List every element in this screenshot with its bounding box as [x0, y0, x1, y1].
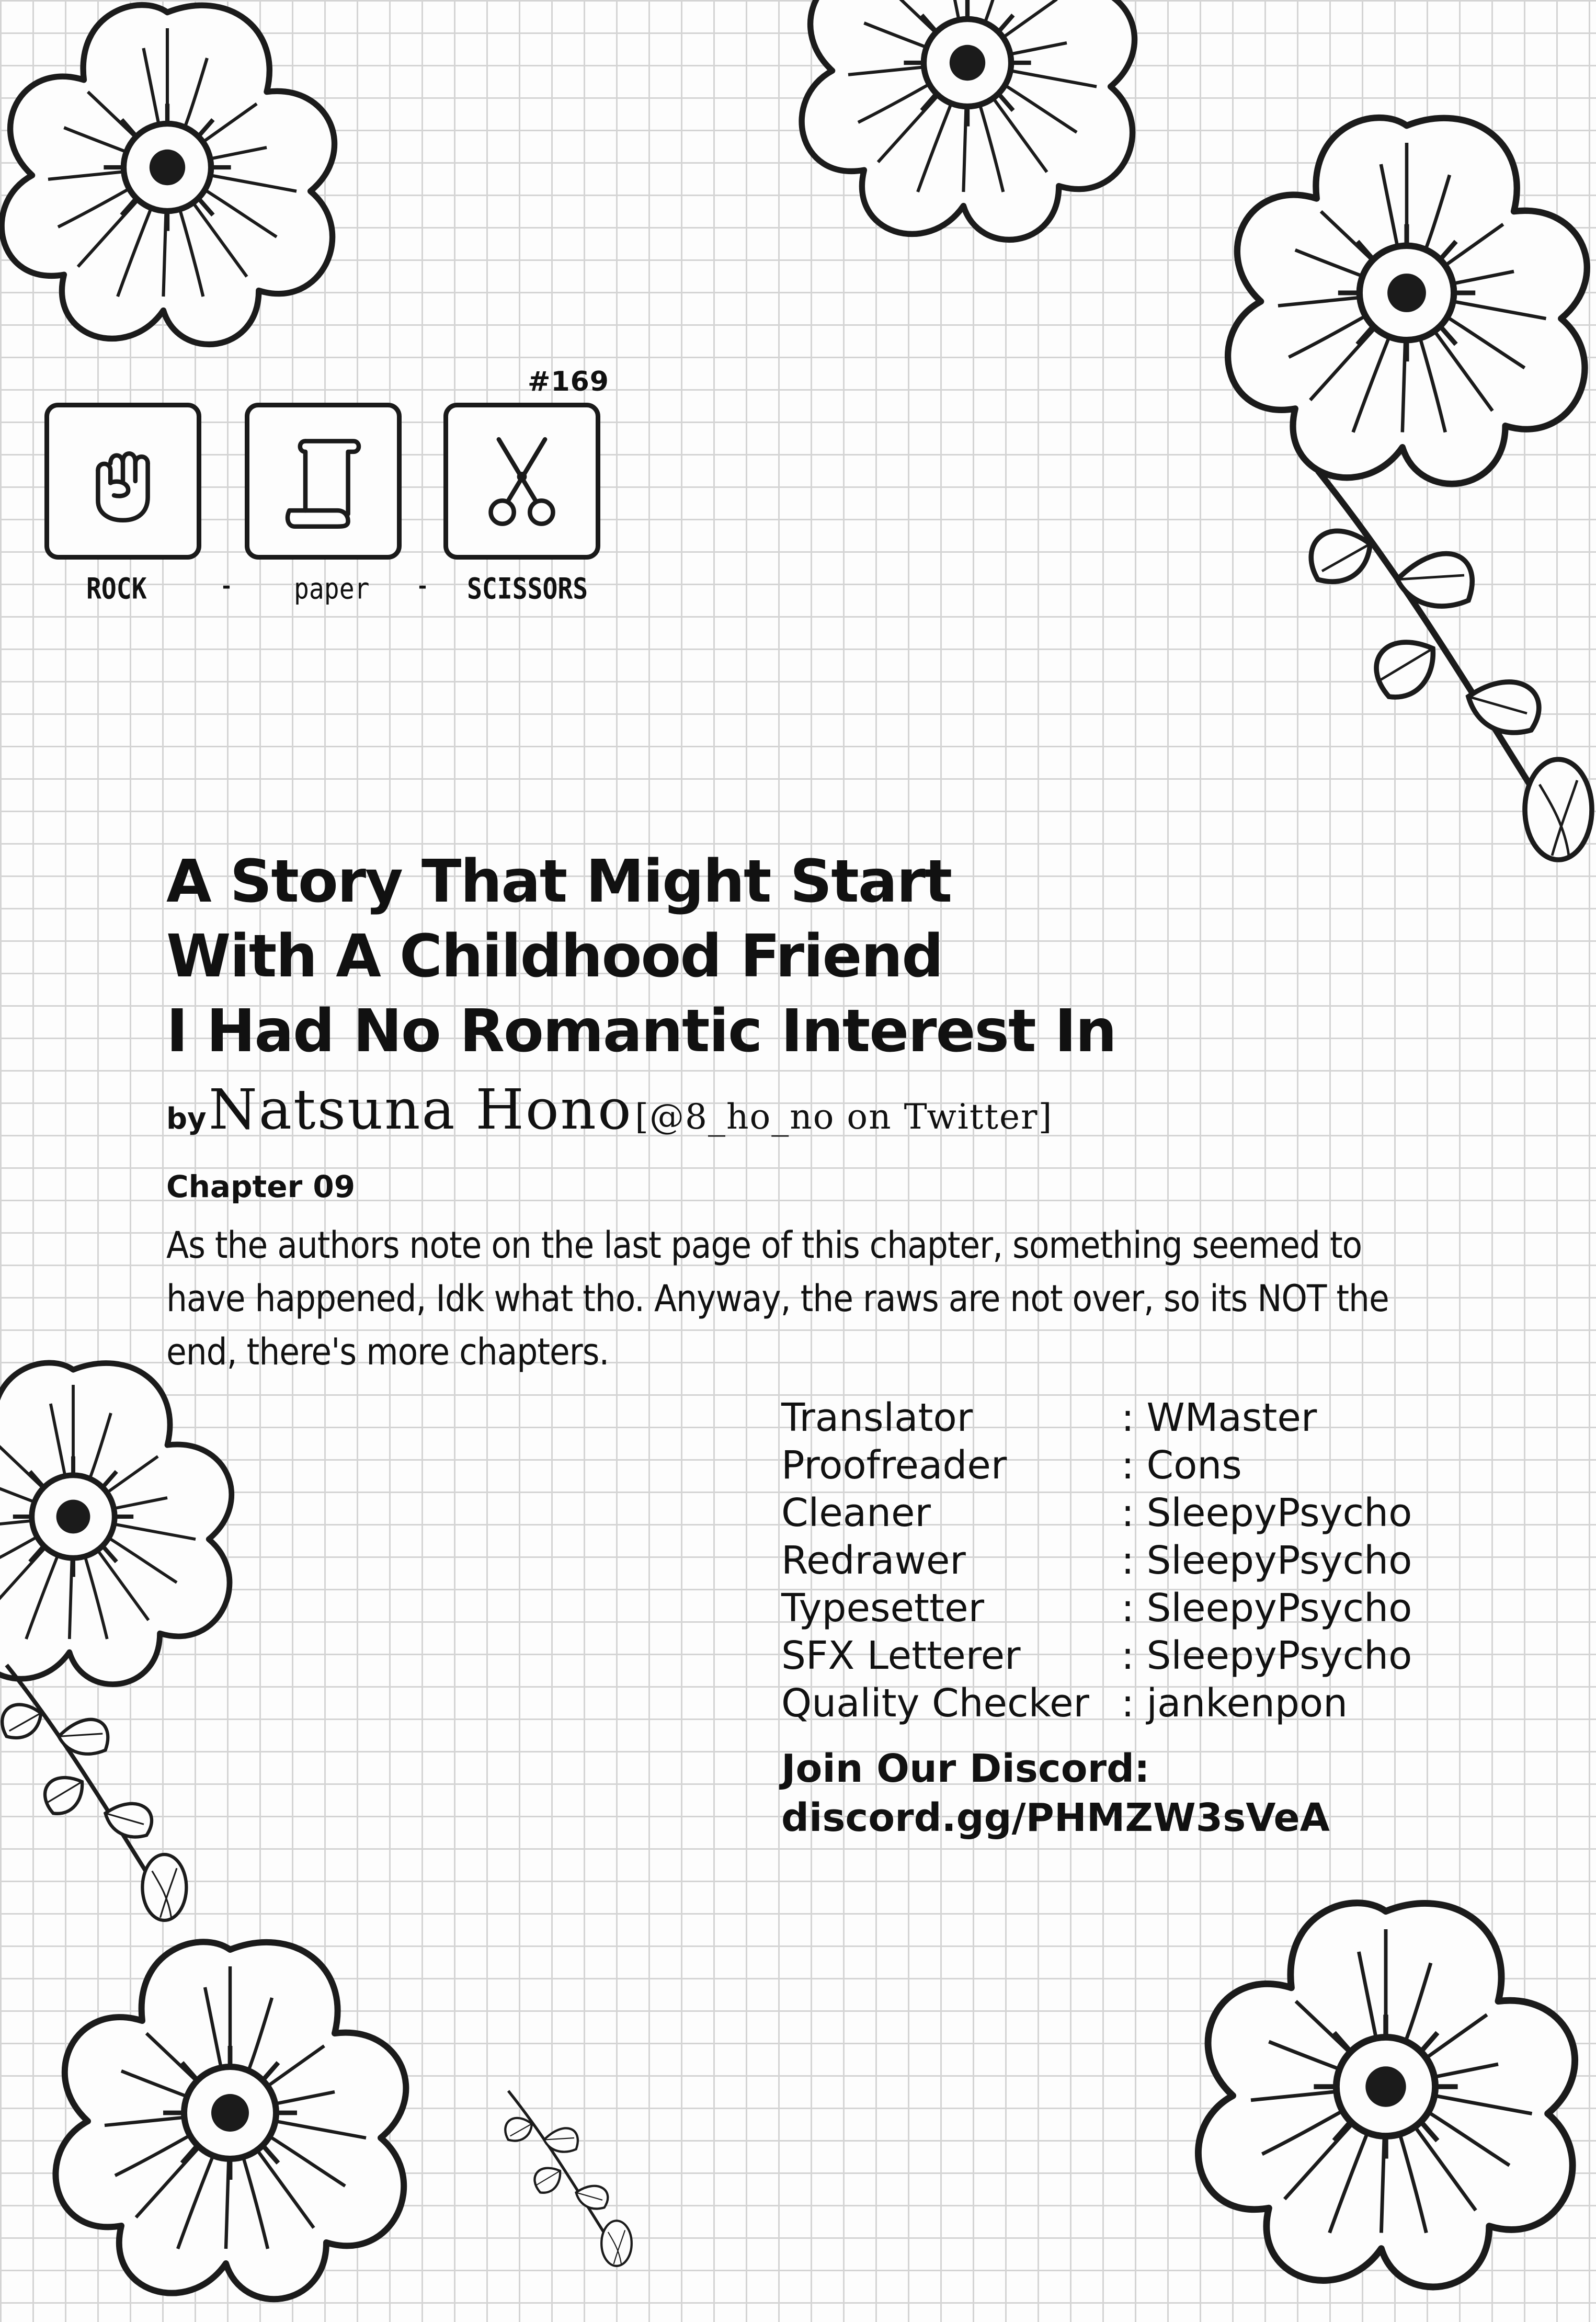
credit-role: SFX Letterer — [781, 1633, 1021, 1678]
logo-number: #169 — [527, 366, 609, 397]
credit-role: Translator — [781, 1395, 973, 1440]
credit-role: Quality Checker — [781, 1680, 1089, 1726]
logo-separator: - — [222, 572, 231, 599]
fist-icon — [78, 437, 167, 526]
flower-illustration-top-left — [0, 0, 366, 366]
leaf-sprig-left — [0, 1642, 199, 1935]
credit-name: : SleepyPsycho — [1121, 1633, 1412, 1678]
bud-illustration-bottom — [471, 2081, 659, 2270]
logo-separator: - — [418, 572, 427, 599]
flower-illustration-top-right — [1192, 78, 1596, 507]
credit-name: : SleepyPsycho — [1121, 1538, 1412, 1583]
credit-role: Redrawer — [781, 1538, 966, 1583]
credit-row — [781, 1584, 1412, 1632]
scissors-label: SCISSORS — [467, 572, 588, 606]
credits-list — [781, 1394, 1412, 1727]
discord-label: Join Our Discord: — [781, 1746, 1150, 1791]
title-line-1: A Story That Might Start — [166, 848, 952, 916]
scissors-box — [443, 403, 600, 560]
scissors-icon — [477, 431, 566, 531]
author-name: Natsuna Hono — [209, 1077, 633, 1142]
credit-role: Cleaner — [781, 1490, 931, 1535]
rock-box — [44, 403, 201, 560]
credit-row — [781, 1489, 1412, 1536]
translator-note: As the authors note on the last page of this chapter, something seemed to have happened, Idk what tho. Anyway, the raws are not over, so its NOT the end, there's more chapters. — [166, 1224, 1389, 1373]
credit-name: : WMaster — [1121, 1395, 1317, 1440]
paper-label: paper — [294, 572, 370, 606]
credit-row — [781, 1632, 1412, 1679]
title-line-2: With A Childhood Friend — [166, 923, 943, 991]
leaf-sprig-right — [1276, 450, 1596, 868]
rock-paper-scissors-logo — [44, 366, 609, 612]
rock-label: ROCK — [86, 572, 147, 606]
credit-row — [781, 1536, 1412, 1584]
by-word: by — [166, 1102, 207, 1136]
credit-role: Typesetter — [781, 1585, 985, 1631]
title-line-3: I Had No Romantic Interest In — [166, 997, 1116, 1065]
discord-section — [781, 1744, 1330, 1842]
series-title — [166, 845, 1369, 1069]
author-twitter-handle: [@8_ho_no on Twitter] — [635, 1097, 1053, 1137]
credit-row — [781, 1441, 1412, 1489]
flower-illustration-bottom-right — [1161, 1862, 1596, 2312]
paper-box — [245, 403, 402, 560]
credit-row — [781, 1679, 1412, 1727]
credit-name: : SleepyPsycho — [1121, 1585, 1412, 1631]
credit-name: : Cons — [1121, 1442, 1242, 1488]
credit-row — [781, 1394, 1412, 1441]
scroll-paper-icon — [279, 431, 368, 531]
flower-illustration-bottom-left — [21, 1904, 439, 2322]
credit-name: : jankenpon — [1121, 1680, 1348, 1726]
discord-link[interactable]: discord.gg/PHMZW3sVeA — [781, 1795, 1330, 1840]
flower-illustration-top-center — [769, 0, 1166, 261]
credit-role: Proofreader — [781, 1442, 1007, 1488]
credit-name: : SleepyPsycho — [1121, 1490, 1412, 1535]
chapter-number: Chapter 09 — [166, 1169, 356, 1204]
byline — [166, 1077, 1053, 1142]
